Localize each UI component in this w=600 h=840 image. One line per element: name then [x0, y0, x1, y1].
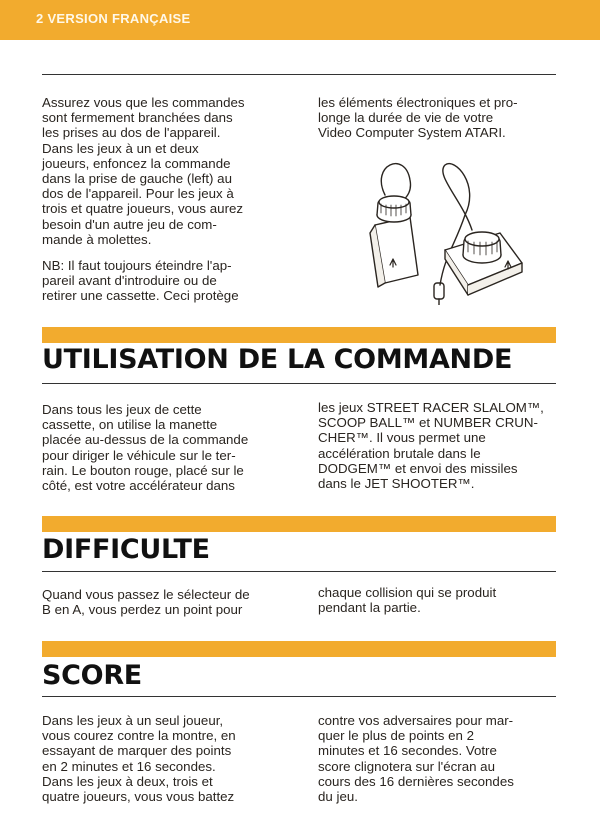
difficulte-right-paragraph: chaque collision qui se produit pendant la partie. [318, 585, 497, 616]
section-band [42, 641, 556, 657]
intro-note-paragraph [42, 258, 292, 304]
difficulte-left-paragraph: Quand vous passez le sélecteur de B en A, vous perdez un point pour [42, 587, 250, 618]
section-title-difficulte: DIFFICULTE [42, 534, 210, 565]
section-band [42, 516, 556, 532]
intro-left-paragraph: Assurez vous que les commandes sont fermement branchées dans les prises au dos de l'appareil. Dans les jeux à un et deux joueurs, enfoncez la commande dans la prise de gauche (left) au dos de l'appareil. Pour les jeux à trois et quatre joueurs, vous aurez besoin d'un autre jeu de com- mande à molettes. [42, 95, 245, 247]
note-label: NB: [42, 258, 65, 273]
section-rule [42, 696, 556, 697]
page-label: 2 VERSION FRANÇAISE [36, 11, 191, 26]
section-rule [42, 383, 556, 384]
section-title-score: SCORE [42, 660, 142, 691]
score-right-paragraph: contre vos adversaires pour mar- quer le plus de points en 2 minutes et 16 secondes. Votre score clignotera sur l'écran au cours des 16 dernières secondes du jeu. [318, 713, 514, 805]
section-band [42, 327, 556, 343]
utilisation-right-paragraph: les jeux STREET RACER SLALOM™, SCOOP BALL™ et NUMBER CRUN- CHER™. Il vous permet une accélération brutale dans le DODGEM™ et envoi des missiles dans le JET SHOOTER™. [318, 400, 544, 492]
section-rule [42, 571, 556, 572]
score-left-paragraph: Dans les jeux à un seul joueur, vous courez contre la montre, en essayant de marquer des points en 2 minutes et 16 secondes. Dans les jeux à deux, trois et quatre joueurs, vous vous battez [42, 713, 236, 805]
paddle-controllers-illustration [350, 155, 540, 305]
header-bar [0, 0, 600, 40]
intro-right-paragraph: les éléments électroniques et pro- longe la durée de vie de votre Video Computer System ATARI. [318, 95, 518, 141]
utilisation-left-paragraph: Dans tous les jeux de cette cassette, on utilise la manette placée au-dessus de la commande pour diriger le véhicule sur le ter- rain. Le bouton rouge, placé sur le côté, est votre accélérateur dans [42, 402, 249, 494]
note-text: Il faut toujours éteindre l'ap- pareil avant d'introduire ou de retirer une cassette. Ceci protège [42, 258, 239, 304]
section-title-utilisation: UTILISATION DE LA COMMANDE [42, 344, 513, 375]
divider-rule [42, 74, 556, 75]
